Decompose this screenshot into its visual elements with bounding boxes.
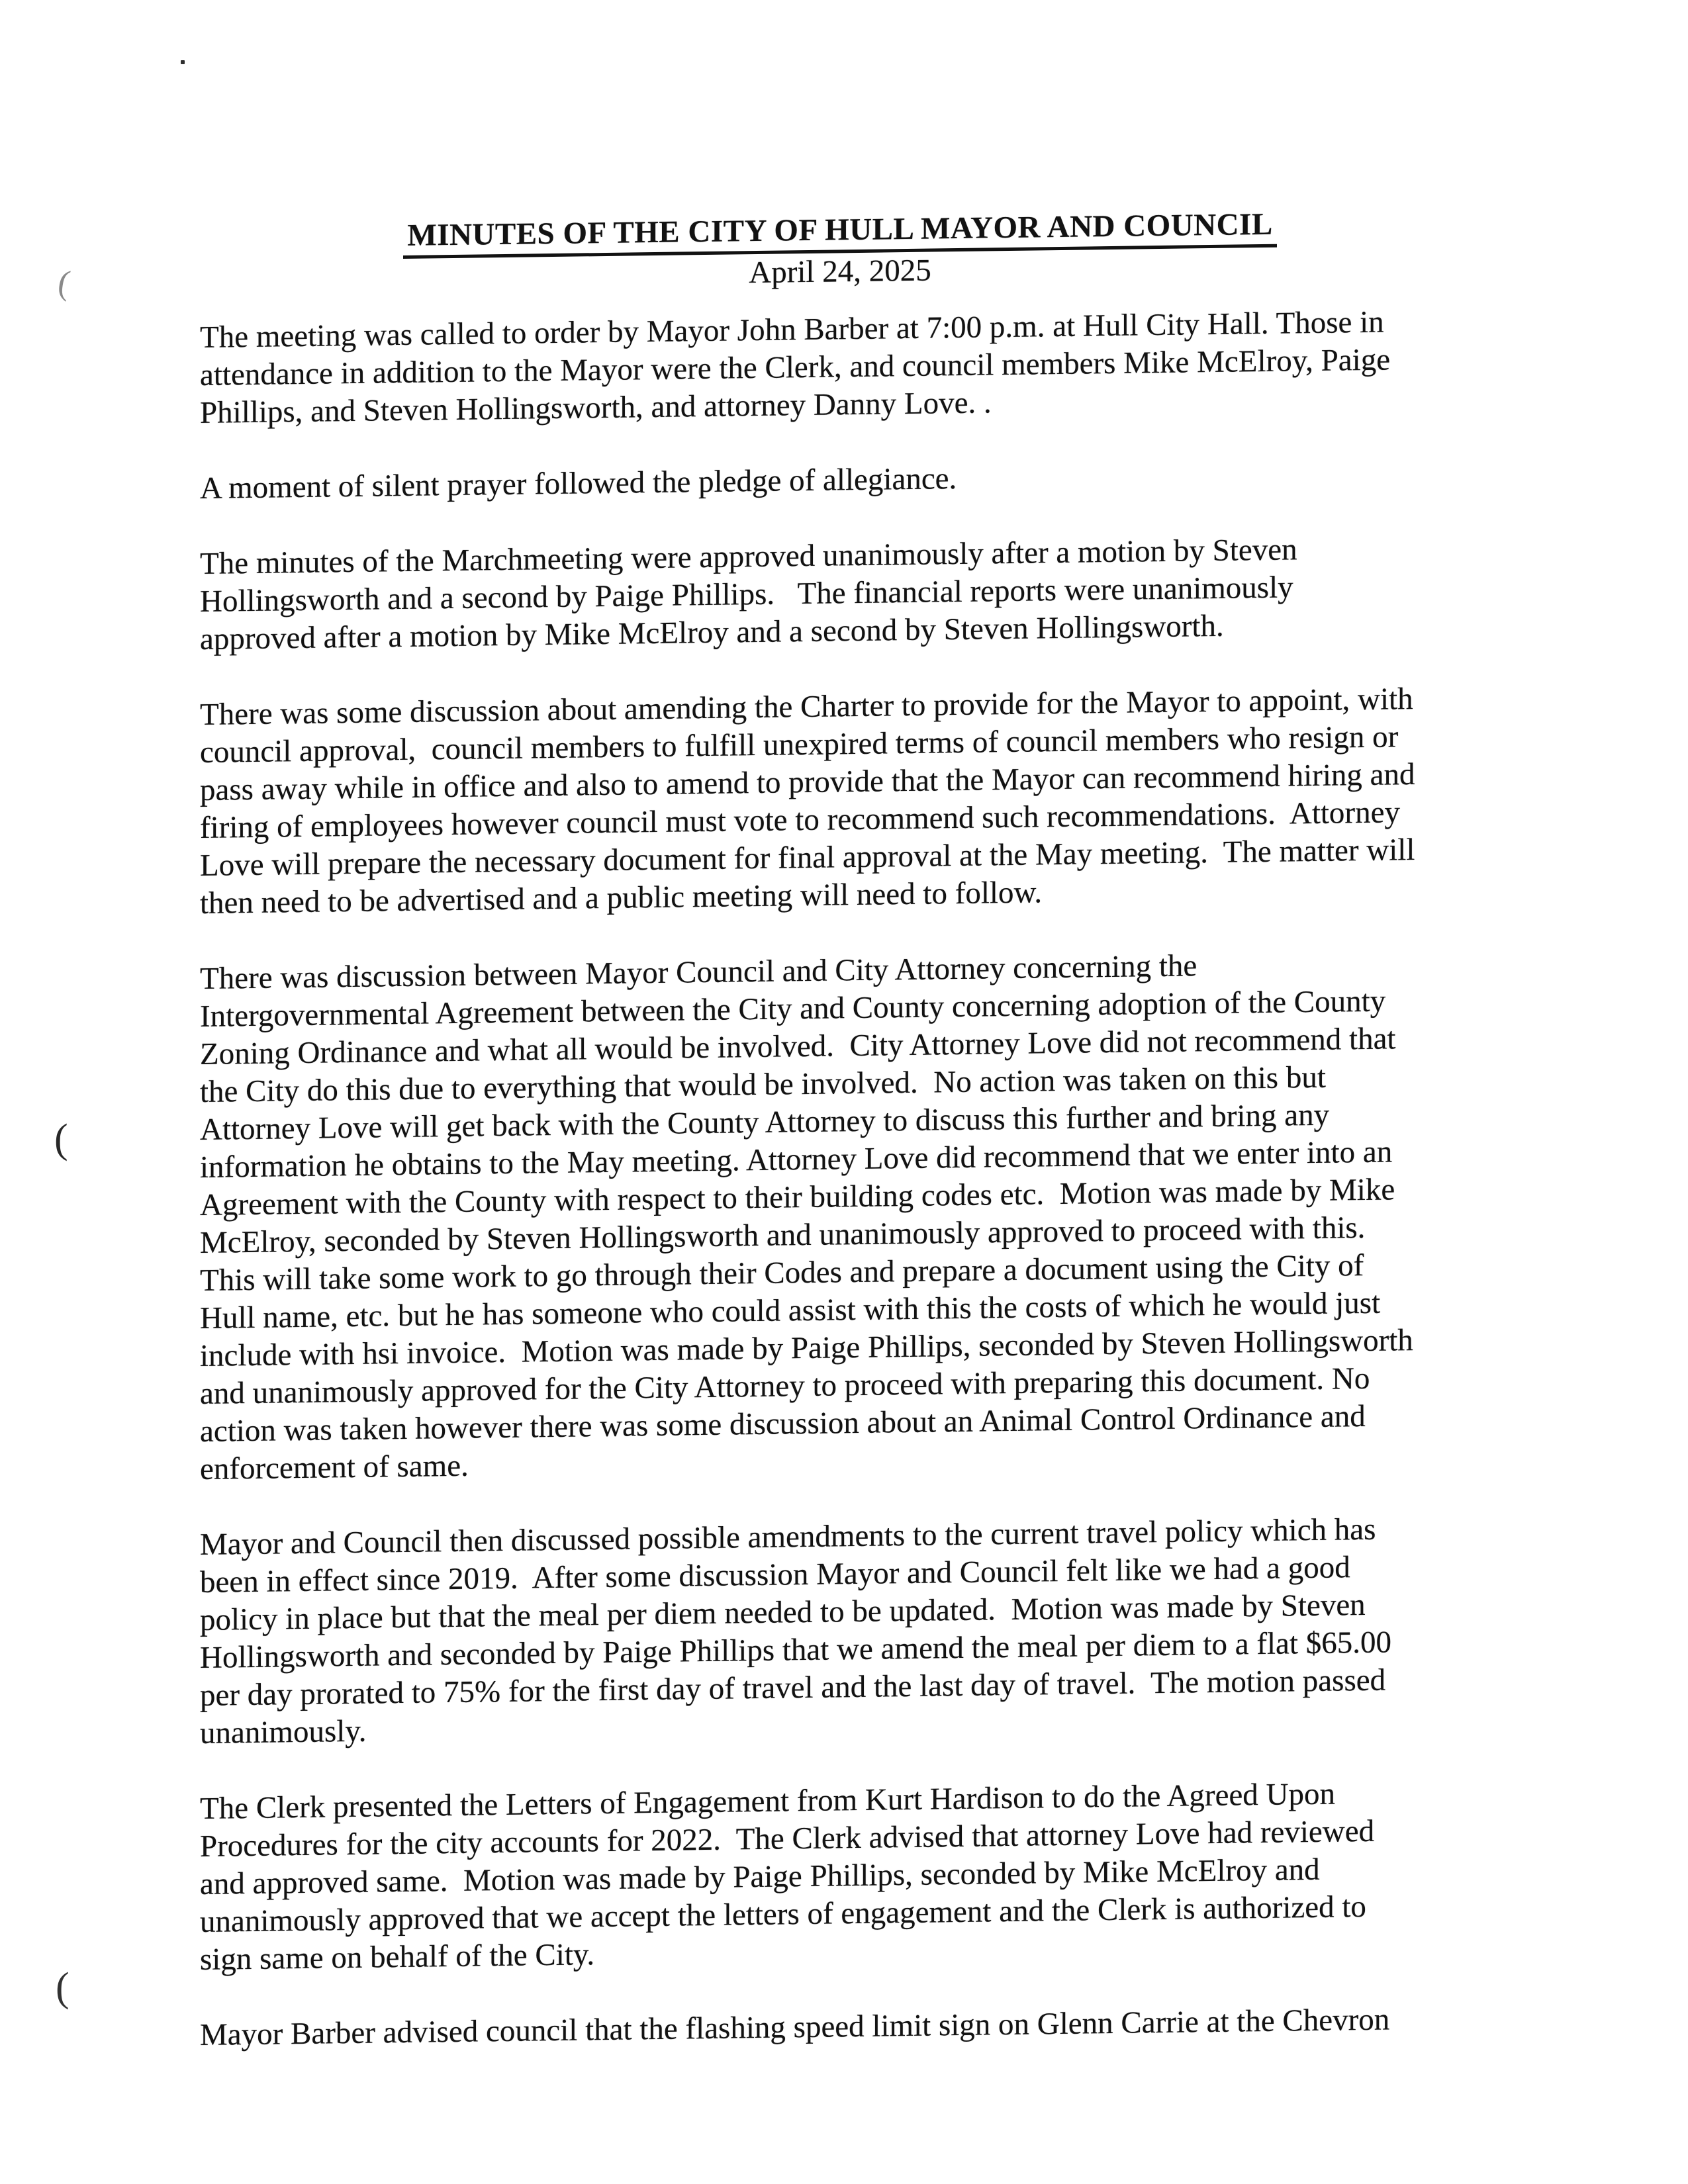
- paragraph: A moment of silent prayer followed the pledge of allegiance.: [200, 461, 957, 506]
- document-title: MINUTES OF THE CITY OF HULL MAYOR AND COUNCIL: [403, 206, 1276, 259]
- margin-artifact-3: (: [56, 1965, 70, 2010]
- document-date: April 24, 2025: [749, 253, 931, 291]
- paragraph: Mayor and Council then discussed possible amendments to the current travel policy which has been in effect since 2019. After some discussion Mayor and Council felt like we had a good policy in place but that the meal per diem needed to be updated. Motion was made by Steven Hollingsworth and seconded by Paige Phillips that we amend the meal per diem to a flat $65.00 per day prorated to 75% for the first day of travel and the last day of travel. The motion passed unanimously.: [200, 1512, 1391, 1751]
- paragraph: The minutes of the Marchmeeting were approved unanimously after a motion by Steven Hollingsworth and a second by Paige Phillips. The financial reports were unanimously approved after a motion by Mike McElroy and a second by Steven Hollingsworth.: [200, 532, 1297, 657]
- paragraph: There was some discussion about amending the Charter to provide for the Mayor to appoint, with council approval, council members to fulfill unexpired terms of council members who resign or pass away while in office and also to amend to provide that the Mayor can recommend hiring and firing of employees however council must vote to recommend such recommendations. Attorney Love will prepare the necessary document for final approval at the May meeting. The matter will then need to be advertised and a public meeting will need to follow.: [200, 682, 1415, 921]
- paragraph: The meeting was called to order by Mayor John Barber at 7:00 p.m. at Hull City Hall. Those in attendance in addition to the Mayor were the Clerk, and council members Mike McElroy, Paige Phillips, and Steven Hollingsworth, and attorney Danny Love. .: [200, 304, 1391, 430]
- paragraphs-container: [200, 302, 1480, 2054]
- paragraph: The Clerk presented the Letters of Engagement from Kurt Hardison to do the Agreed Upon Procedures for the city accounts for 2022. The Clerk advised that attorney Love had reviewed and approved same. Motion was made by Paige Phillips, seconded by Mike McElroy and unanimously approved that we accept the letters of engagement and the Clerk is authorized to sign same on behalf of the City.: [200, 1776, 1375, 1977]
- document-content: [200, 203, 1480, 2054]
- paragraph: There was discussion between Mayor Council and City Attorney concerning the Intergovernmental Agreement between the City and County concerning adoption of the County Zoning Ordinance and what all would be involved. City Attorney Love did not recommend that the City do this due to everything that would be involved. No action was taken on this but Attorney Love will get back with the County Attorney to discuss this further and bring any information he obtains to the May meeting. Attorney Love did recommend that we enter into an Agreement with the County with respect to their building codes etc. Motion was made by Mike McElroy, seconded by Steven Hollingsworth and unanimously approved to proceed with this. This will take some work to go through their Codes and prepare a document using the City of Hull name, etc. but he has someone who could assist with this the costs of which he would just include with hsi invoice. Motion was made by Paige Phillips, seconded by Steven Hollingsworth and unanimously approved for the City Attorney to proceed with preparing this document. No action was taken however there was some discussion about an Animal Control Ordinance and enforcement of same.: [200, 948, 1413, 1486]
- scan-speck-artifact: [181, 60, 185, 64]
- margin-artifact-1: (: [55, 263, 73, 303]
- margin-artifact-2: (: [54, 1116, 68, 1161]
- document-header: [200, 203, 1480, 299]
- paragraph: Mayor Barber advised council that the flashing speed limit sign on Glenn Carrie at the Chevron: [200, 2002, 1390, 2052]
